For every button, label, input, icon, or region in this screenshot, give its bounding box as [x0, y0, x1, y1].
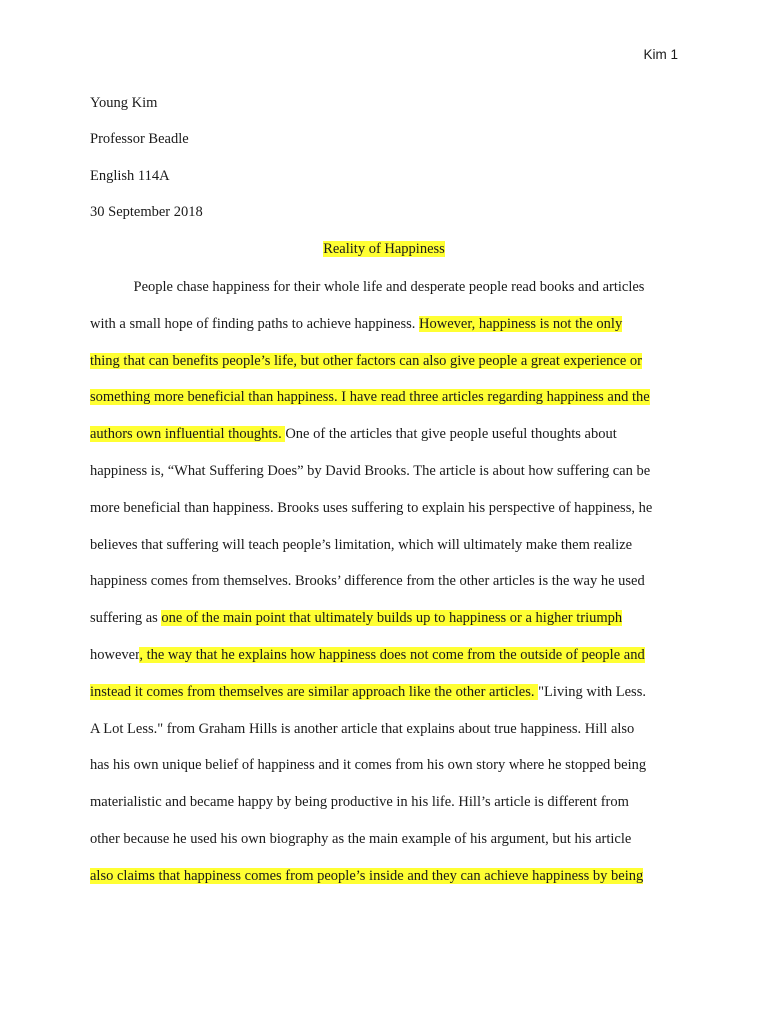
course-name: English 114A [90, 168, 170, 184]
essay-title [0, 239, 768, 259]
essay-line [90, 866, 680, 886]
essay-title-text: Reality of Happiness [323, 241, 445, 257]
body-text: has his own unique belief of happiness and it comes from his own story where he stopped being [90, 757, 647, 774]
highlighted-text: instead it comes from themselves are similar approach like the other articles. [90, 683, 539, 700]
body-text: "Living with Less. [538, 683, 646, 700]
essay-line [90, 314, 680, 334]
body-text: A Lot Less." from Graham Hills is another article that explains about true happiness. Hill also [90, 720, 635, 737]
highlighted-text: I have read three articles regarding happiness and the [341, 389, 650, 406]
body-text: People chase happiness for their whole life and desperate people read books and articles [90, 279, 645, 295]
essay-line [90, 645, 680, 665]
essay-line [90, 498, 680, 518]
body-text: however [90, 647, 140, 663]
essay-line [90, 682, 680, 702]
highlighted-text: something more beneficial than happiness. [90, 389, 342, 406]
author-name: Young Kim [90, 95, 158, 111]
essay-line [90, 719, 680, 739]
body-text: suffering as [90, 610, 162, 627]
body-text: happiness comes from themselves. Brooks’ difference from the other articles is the way he used [90, 573, 645, 590]
essay-line [90, 608, 680, 628]
essay-line [90, 461, 680, 481]
highlighted-text: , the way that he explains how happiness does not come from the outside of people and [139, 647, 645, 663]
body-text: more beneficial than happiness. Brooks uses suffering to explain his perspective of happiness, he [90, 499, 653, 516]
body-text: with a small hope of finding paths to achieve happiness. [90, 315, 419, 332]
professor-name: Professor Beadle [90, 131, 189, 147]
date: 30 September 2018 [90, 204, 203, 220]
highlighted-text: authors own influential thoughts. [90, 426, 286, 443]
essay-line [90, 755, 680, 775]
body-text: believes that suffering will teach people’s limitation, which will ultimately make them realize [90, 536, 633, 553]
essay-line [90, 792, 680, 812]
highlighted-text: thing that can benefits people’s life, but other factors can also give people a great experience or [90, 352, 642, 369]
highlighted-text: one of the main point that ultimately builds up to happiness or a higher triumph [161, 610, 623, 627]
page-number: Kim 1 [643, 47, 678, 62]
body-text: materialistic and became happy by being productive in his life. Hill’s article is different from [90, 794, 629, 811]
highlighted-text: also claims that happiness comes from people’s inside and they can achieve happiness by being [90, 867, 644, 884]
essay-line [90, 351, 680, 371]
body-text: One of the articles that give people useful thoughts about [285, 426, 617, 443]
essay-line [90, 829, 680, 849]
highlighted-text: However, happiness is not the only [419, 315, 623, 332]
essay-line [90, 277, 680, 297]
body-text: happiness is, “What Suffering Does” by David Brooks. The article is about how suffering can be [90, 463, 651, 479]
body-text: other because he used his own biography as the main example of his argument, but his article [90, 831, 632, 847]
essay-line [90, 535, 680, 555]
essay-line [90, 571, 680, 591]
essay-line [90, 424, 680, 444]
essay-line [90, 387, 680, 407]
